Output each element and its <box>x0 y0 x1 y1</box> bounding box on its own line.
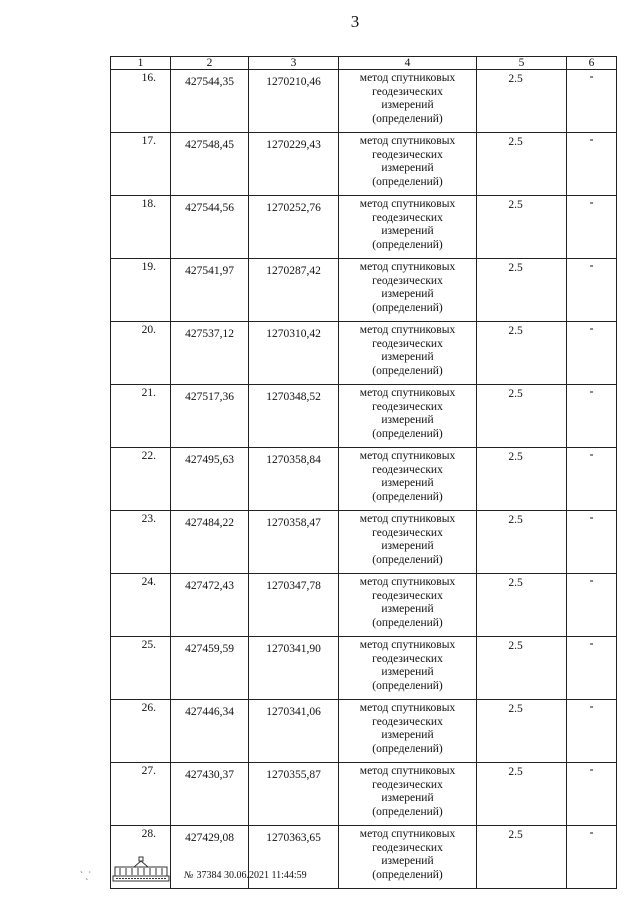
y-coordinate-cell: 1270358,47 <box>249 511 339 574</box>
method-line: (определений) <box>372 553 443 566</box>
column-header: 4 <box>339 57 477 70</box>
point-number-cell: 23. <box>111 511 171 574</box>
method-line: (определений) <box>372 364 443 377</box>
point-number-cell: 28. <box>111 826 171 889</box>
method-line: метод спутниковых <box>359 576 456 588</box>
accuracy-cell: 2.5 <box>477 70 567 133</box>
point-number-cell: 21. <box>111 385 171 448</box>
point-number-cell: 27. <box>111 763 171 826</box>
accuracy-cell: 2.5 <box>477 448 567 511</box>
coordinates-table <box>110 56 617 889</box>
method-line: метод спутниковых <box>359 702 456 714</box>
method-line: (определений) <box>372 490 443 503</box>
point-number-cell: 20. <box>111 322 171 385</box>
point-number-cell: 16. <box>111 70 171 133</box>
note-cell: - <box>567 826 617 889</box>
point-number-cell: 25. <box>111 637 171 700</box>
method-line: геодезических <box>372 589 443 602</box>
note-cell: - <box>567 763 617 826</box>
method-line: (определений) <box>372 238 443 251</box>
y-coordinate-cell: 1270310,42 <box>249 322 339 385</box>
x-coordinate-cell: 427446,34 <box>171 700 249 763</box>
method-line: (определений) <box>372 427 443 440</box>
registration-stamp-text: 37384 30.06.2021 11:44:59 <box>196 870 307 881</box>
method-cell <box>339 133 477 196</box>
x-coordinate-cell: 427495,63 <box>171 448 249 511</box>
table-row <box>111 700 617 763</box>
method-line: геодезических <box>372 778 443 791</box>
accuracy-cell: 2.5 <box>477 322 567 385</box>
y-coordinate-cell: 1270210,46 <box>249 70 339 133</box>
y-coordinate-cell: 1270358,84 <box>249 448 339 511</box>
method-line: измерений <box>381 225 434 237</box>
method-line: метод спутниковых <box>359 198 456 210</box>
method-cell <box>339 574 477 637</box>
accuracy-cell: 2.5 <box>477 700 567 763</box>
registration-prefix: № <box>184 870 194 881</box>
method-line: метод спутниковых <box>359 72 456 84</box>
point-number-cell: 19. <box>111 259 171 322</box>
method-cell <box>339 637 477 700</box>
method-line: (определений) <box>372 175 443 188</box>
x-coordinate-cell: 427459,59 <box>171 637 249 700</box>
note-cell: - <box>567 700 617 763</box>
table-row <box>111 448 617 511</box>
column-header: 2 <box>171 57 249 70</box>
note-cell: - <box>567 637 617 700</box>
column-header: 5 <box>477 57 567 70</box>
method-cell <box>339 70 477 133</box>
method-line: (определений) <box>372 301 443 314</box>
accuracy-cell: 2.5 <box>477 133 567 196</box>
y-coordinate-cell: 1270341,06 <box>249 700 339 763</box>
accuracy-cell: 2.5 <box>477 826 567 889</box>
method-line: (определений) <box>372 805 443 818</box>
column-header: 6 <box>567 57 617 70</box>
x-coordinate-cell: 427430,37 <box>171 763 249 826</box>
accuracy-cell: 2.5 <box>477 574 567 637</box>
accuracy-cell: 2.5 <box>477 259 567 322</box>
y-coordinate-cell: 1270229,43 <box>249 133 339 196</box>
method-line: геодезических <box>372 715 443 728</box>
method-line: геодезических <box>372 85 443 98</box>
table-header-row <box>111 57 617 70</box>
y-coordinate-cell: 1270287,42 <box>249 259 339 322</box>
method-cell <box>339 259 477 322</box>
method-cell <box>339 511 477 574</box>
table-row <box>111 511 617 574</box>
accuracy-cell: 2.5 <box>477 196 567 259</box>
method-line: метод спутниковых <box>359 513 456 525</box>
method-line: геодезических <box>372 274 443 287</box>
method-line: (определений) <box>372 616 443 629</box>
method-line: (определений) <box>372 112 443 125</box>
registration-footer <box>80 856 380 886</box>
x-coordinate-cell: 427548,45 <box>171 133 249 196</box>
method-line: измерений <box>381 351 434 363</box>
method-line: геодезических <box>372 211 443 224</box>
note-cell: - <box>567 322 617 385</box>
page-number: 3 <box>350 12 360 31</box>
building-stamp-icon <box>112 856 170 882</box>
table-row <box>111 763 617 826</box>
method-line: метод спутниковых <box>359 765 456 777</box>
method-line: геодезических <box>372 526 443 539</box>
y-coordinate-cell: 1270347,78 <box>249 574 339 637</box>
method-cell <box>339 322 477 385</box>
x-coordinate-cell: 427429,08 <box>171 826 249 889</box>
column-header: 1 <box>111 57 171 70</box>
method-line: метод спутниковых <box>359 324 456 336</box>
method-cell <box>339 700 477 763</box>
note-cell: - <box>567 574 617 637</box>
method-line: геодезических <box>372 841 443 854</box>
method-line: геодезических <box>372 400 443 413</box>
method-cell <box>339 763 477 826</box>
table-row <box>111 574 617 637</box>
y-coordinate-cell: 1270252,76 <box>249 196 339 259</box>
note-cell: - <box>567 511 617 574</box>
method-line: геодезических <box>372 652 443 665</box>
method-line: измерений <box>381 603 434 615</box>
x-coordinate-cell: 427544,35 <box>171 70 249 133</box>
method-line: геодезических <box>372 463 443 476</box>
method-line: измерений <box>381 666 434 678</box>
y-coordinate-cell: 1270348,52 <box>249 385 339 448</box>
method-cell <box>339 385 477 448</box>
method-line: (определений) <box>372 868 443 881</box>
table-row <box>111 196 617 259</box>
note-cell: - <box>567 448 617 511</box>
method-line: измерений <box>381 99 434 111</box>
table-row <box>111 70 617 133</box>
note-cell: - <box>567 133 617 196</box>
method-line: измерений <box>381 729 434 741</box>
table-row <box>111 637 617 700</box>
point-number-cell: 22. <box>111 448 171 511</box>
x-coordinate-cell: 427472,43 <box>171 574 249 637</box>
point-number-cell: 24. <box>111 574 171 637</box>
method-cell <box>339 196 477 259</box>
table-row <box>111 133 617 196</box>
y-coordinate-cell: 1270341,90 <box>249 637 339 700</box>
method-line: измерений <box>381 288 434 300</box>
method-line: измерений <box>381 162 434 174</box>
table-row <box>111 322 617 385</box>
point-number-cell: 26. <box>111 700 171 763</box>
x-coordinate-cell: 427541,97 <box>171 259 249 322</box>
table-row <box>111 385 617 448</box>
method-line: измерений <box>381 540 434 552</box>
method-line: метод спутниковых <box>359 828 456 840</box>
method-line: измерений <box>381 792 434 804</box>
note-cell: - <box>567 196 617 259</box>
y-coordinate-cell: 1270355,87 <box>249 763 339 826</box>
accuracy-cell: 2.5 <box>477 511 567 574</box>
x-coordinate-cell: 427517,36 <box>171 385 249 448</box>
y-coordinate-cell: 1270363,65 <box>249 826 339 889</box>
point-number-cell: 17. <box>111 133 171 196</box>
note-cell: - <box>567 70 617 133</box>
note-cell: - <box>567 385 617 448</box>
method-line: метод спутниковых <box>359 450 456 462</box>
method-line: (определений) <box>372 742 443 755</box>
method-line: метод спутниковых <box>359 387 456 399</box>
method-line: геодезических <box>372 148 443 161</box>
point-number-cell: 18. <box>111 196 171 259</box>
method-line: метод спутниковых <box>359 639 456 651</box>
x-coordinate-cell: 427484,22 <box>171 511 249 574</box>
column-header: 3 <box>249 57 339 70</box>
method-line: (определений) <box>372 679 443 692</box>
accuracy-cell: 2.5 <box>477 763 567 826</box>
method-line: метод спутниковых <box>359 261 456 273</box>
method-cell <box>339 448 477 511</box>
method-line: измерений <box>381 414 434 426</box>
handwritten-marks: ˋ ˎ˙ <box>80 870 92 880</box>
x-coordinate-cell: 427537,12 <box>171 322 249 385</box>
method-line: измерений <box>381 477 434 489</box>
note-cell: - <box>567 259 617 322</box>
table-row <box>111 259 617 322</box>
method-line: измерений <box>381 855 434 867</box>
accuracy-cell: 2.5 <box>477 637 567 700</box>
x-coordinate-cell: 427544,56 <box>171 196 249 259</box>
method-line: метод спутниковых <box>359 135 456 147</box>
registration-number <box>184 870 307 881</box>
accuracy-cell: 2.5 <box>477 385 567 448</box>
method-line: геодезических <box>372 337 443 350</box>
